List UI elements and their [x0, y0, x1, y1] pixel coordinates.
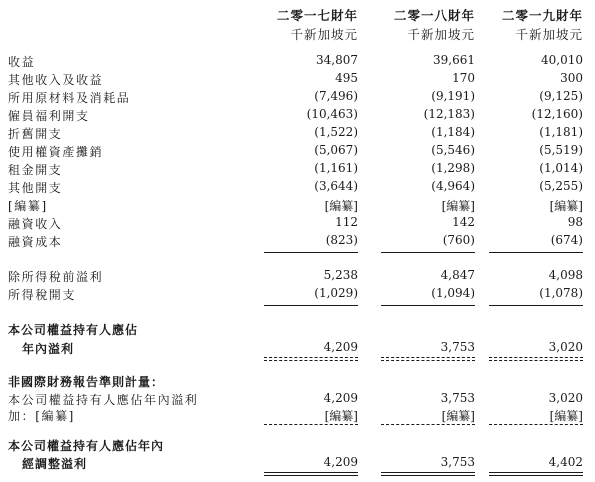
table-cell: 4,847: [440, 268, 475, 282]
section-label-adjusted-profit: 經調整溢利: [22, 457, 88, 471]
subtotal-rule: [381, 305, 475, 306]
table-cell: 3,753: [440, 340, 475, 354]
table-cell: 4,209: [323, 455, 358, 469]
table-cell: (12,160): [531, 107, 583, 121]
total-rule: [381, 360, 475, 361]
row-label-profit-attributable-for-year: 本公司權益持有人應佔年內溢利: [8, 393, 199, 407]
table-cell: 39,661: [433, 53, 475, 67]
table-cell: (1,094): [431, 286, 475, 300]
subtotal-rule: [489, 252, 583, 253]
column-unit-fy2017: 千新加坡元: [290, 27, 358, 42]
table-cell: 40,010: [541, 53, 583, 67]
total-rule: [489, 472, 583, 473]
subtotal-rule: [264, 252, 358, 253]
subtotal-rule: [381, 252, 475, 253]
table-cell: (1,014): [539, 161, 583, 175]
row-label-profit-before-tax: 除所得稅前溢利: [8, 270, 104, 284]
table-cell: [編纂]: [549, 199, 583, 213]
row-label-right-of-use-amortisation: 使用權資產攤銷: [8, 145, 104, 159]
table-cell: 300: [560, 71, 583, 85]
row-label-income-tax: 所得稅開支: [8, 288, 77, 302]
table-cell: (1,522): [314, 125, 358, 139]
table-cell: 495: [335, 71, 358, 85]
total-rule: [381, 357, 475, 358]
table-cell: (12,183): [423, 107, 475, 121]
table-cell: [編纂]: [324, 409, 358, 423]
table-cell: 4,209: [323, 340, 358, 354]
table-cell: 4,098: [548, 268, 583, 282]
table-cell: 4,402: [548, 455, 583, 469]
row-label-finance-costs: 融資成本: [8, 235, 63, 249]
section-heading-non-ifrs: 非國際財務報告準則計量：: [8, 375, 165, 389]
row-label-raw-materials: 所用原材料及消耗品: [8, 91, 131, 105]
total-rule: [264, 472, 358, 473]
table-cell: (5,519): [539, 143, 583, 157]
column-unit-fy2018: 千新加坡元: [407, 27, 475, 42]
column-header-fy2017: 二零一七財年: [276, 8, 358, 23]
table-cell: 170: [452, 71, 475, 85]
table-cell: 34,807: [316, 53, 358, 67]
table-cell: [編纂]: [441, 199, 475, 213]
row-label-rental-expenses: 租金開支: [8, 163, 63, 177]
table-cell: (9,125): [539, 89, 583, 103]
row-label-depreciation: 折舊開支: [8, 127, 63, 141]
table-cell: (1,029): [314, 286, 358, 300]
subtotal-rule: [264, 424, 358, 425]
table-cell: (5,067): [314, 143, 358, 157]
table-cell: (823): [325, 233, 358, 247]
section-label-profit-for-year: 年內溢利: [22, 342, 75, 356]
subtotal-rule: [489, 424, 583, 425]
table-cell: (10,463): [306, 107, 358, 121]
subtotal-rule: [489, 305, 583, 306]
table-cell: (5,546): [431, 143, 475, 157]
subtotal-rule: [381, 424, 475, 425]
section-label-adjusted-profit-attributable: 本公司權益持有人應佔年內: [8, 439, 165, 453]
table-cell: (1,184): [431, 125, 475, 139]
table-cell: 3,753: [440, 391, 475, 405]
table-cell: 98: [567, 215, 583, 229]
section-label-profit-attributable: 本公司權益持有人應佔: [8, 323, 139, 337]
row-label-other-expenses: 其他開支: [8, 181, 63, 195]
table-cell: (1,298): [431, 161, 475, 175]
column-header-fy2018: 二零一八財年: [393, 8, 475, 23]
total-rule: [264, 357, 358, 358]
column-unit-fy2019: 千新加坡元: [515, 27, 583, 42]
table-cell: 3,020: [548, 340, 583, 354]
table-cell: [編纂]: [549, 409, 583, 423]
table-cell: (3,644): [314, 179, 358, 193]
total-rule: [264, 475, 358, 476]
total-rule: [381, 472, 475, 473]
table-cell: [編纂]: [441, 409, 475, 423]
table-cell: 4,209: [323, 391, 358, 405]
table-cell: (7,496): [314, 89, 358, 103]
row-label-revenue: 收益: [8, 55, 36, 69]
total-rule: [489, 475, 583, 476]
row-label-redacted: [編纂]: [8, 199, 48, 213]
table-cell: 112: [335, 215, 358, 229]
table-cell: (5,255): [539, 179, 583, 193]
table-cell: 142: [452, 215, 475, 229]
table-cell: (9,191): [431, 89, 475, 103]
table-cell: (4,964): [431, 179, 475, 193]
table-cell: (1,181): [539, 125, 583, 139]
column-header-fy2019: 二零一九財年: [501, 8, 583, 23]
total-rule: [489, 357, 583, 358]
total-rule: [264, 360, 358, 361]
subtotal-rule: [264, 305, 358, 306]
table-cell: (674): [550, 233, 583, 247]
table-cell: (1,161): [314, 161, 358, 175]
table-cell: 3,020: [548, 391, 583, 405]
table-cell: [編纂]: [324, 199, 358, 213]
row-label-other-income: 其他收入及收益: [8, 73, 104, 87]
row-label-finance-income: 融資收入: [8, 217, 63, 231]
table-cell: 5,238: [323, 268, 358, 282]
table-cell: (760): [442, 233, 475, 247]
row-label-employee-benefits: 僱員福利開支: [8, 109, 90, 123]
table-cell: (1,078): [539, 286, 583, 300]
total-rule: [489, 360, 583, 361]
table-cell: 3,753: [440, 455, 475, 469]
row-label-add-redacted: 加：[編纂]: [8, 409, 75, 423]
total-rule: [381, 475, 475, 476]
